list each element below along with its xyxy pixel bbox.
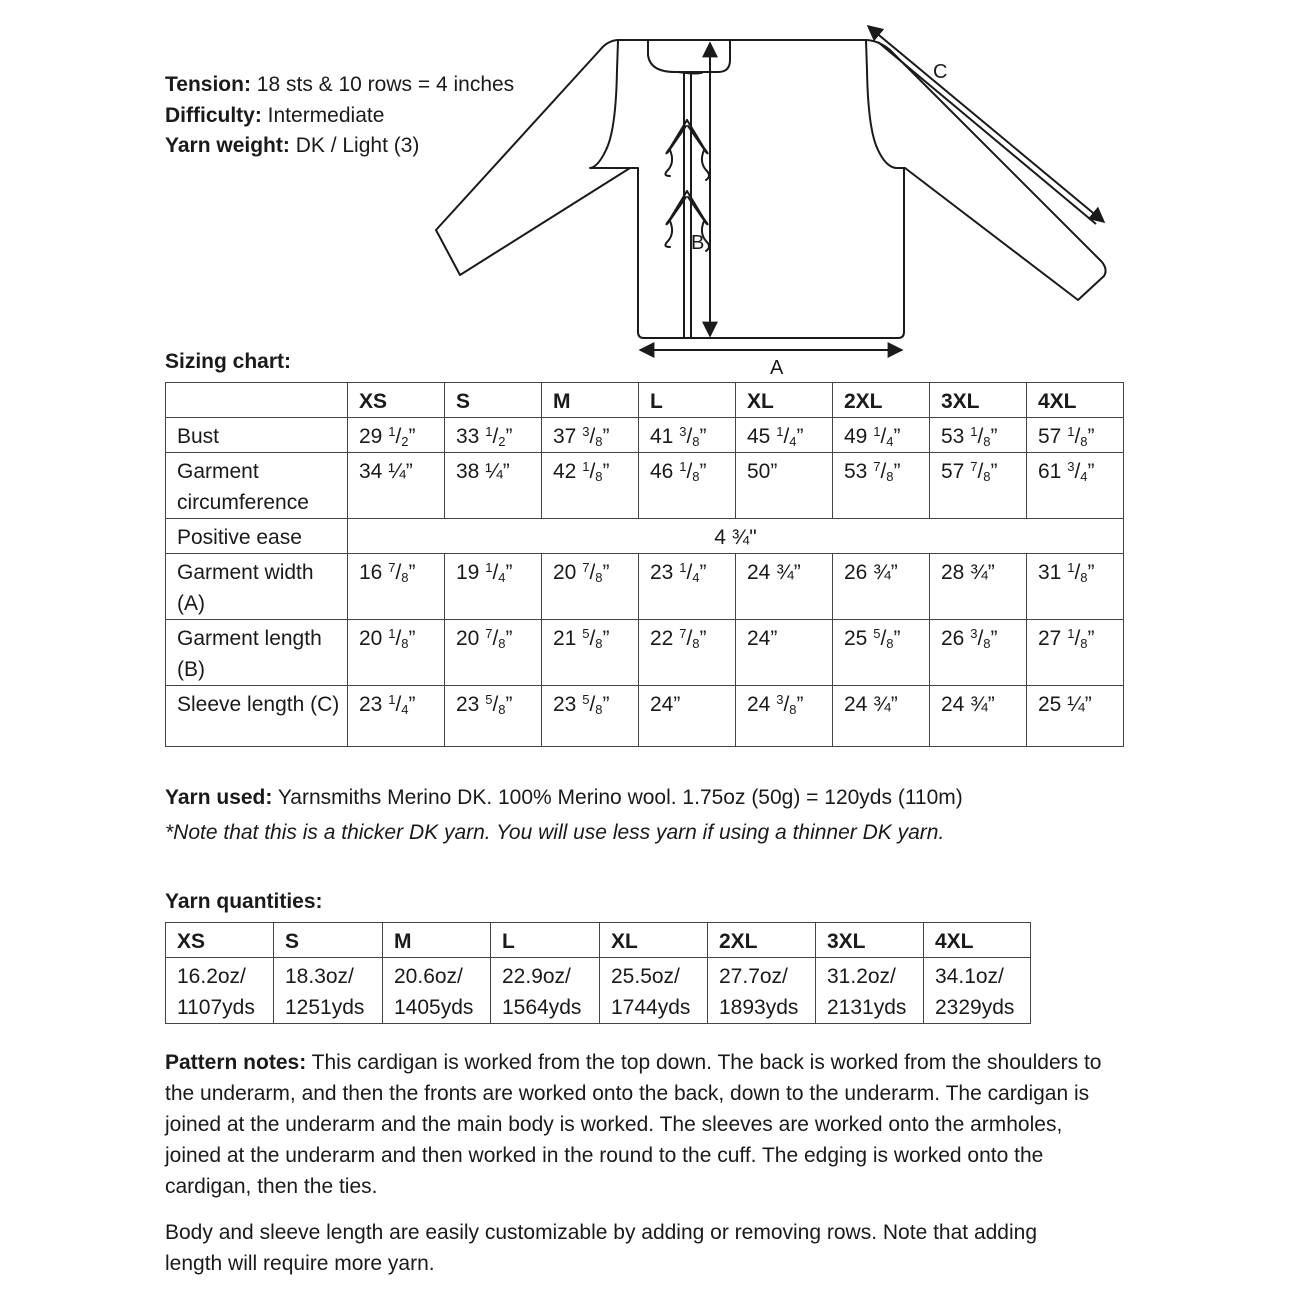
yarn-used-label: Yarn used: — [165, 786, 273, 809]
row-label: Garment width (A) — [166, 554, 348, 620]
measurement-cell: 53 $^7/_8$” — [833, 453, 930, 519]
size-header: XS — [166, 923, 274, 958]
measurement-cell: 25 ¼” — [1027, 686, 1124, 747]
table-row — [166, 453, 1124, 519]
measurement-cell: 46 $^1/_8$” — [639, 453, 736, 519]
size-header: 3XL — [930, 383, 1027, 418]
quantity-cell: 22.9oz/ 1564yds — [491, 958, 600, 1024]
measurement-cell: 21 $^5/_8$” — [542, 620, 639, 686]
measurement-cell: 42 $^1/_8$” — [542, 453, 639, 519]
customization-note: Body and sleeve length are easily customizable by adding or removing rows. Note that adding length will require more yarn. — [165, 1221, 1038, 1275]
cardigan-schematic — [430, 0, 1130, 380]
quantity-cell: 25.5oz/ 1744yds — [600, 958, 708, 1024]
quantity-cell: 27.7oz/ 1893yds — [708, 958, 816, 1024]
measurement-cell: 50” — [736, 453, 833, 519]
measurement-cell: 24 ¾” — [930, 686, 1027, 747]
sizing-header-row — [166, 383, 1124, 418]
measurement-cell: 28 ¾” — [930, 554, 1027, 620]
label-b: B — [691, 232, 705, 254]
size-header: 2XL — [708, 923, 816, 958]
pattern-notes-text: This cardigan is worked from the top down. The back is worked from the shoulders to the underarm, and then the fronts are worked onto the back, down to the underarm. The cardigan is joined at the underarm and the main body is worked. The sleeves are worked onto the armholes, joined at the underarm and then worked in the round to the cuff. The edging is worked onto the cardigan, then the ties. — [165, 1051, 1102, 1198]
yarn-used-line — [165, 782, 963, 813]
yarn-quantities-title: Yarn quantities: — [165, 890, 323, 913]
yarn-weight-label: Yarn weight: — [165, 134, 290, 157]
empty-header-cell — [166, 383, 348, 418]
difficulty-line — [165, 100, 384, 131]
difficulty-value: Intermediate — [261, 104, 385, 127]
label-a: A — [770, 357, 784, 379]
row-label: Garment circumference — [166, 453, 348, 519]
measurement-cell: 26 $^3/_8$” — [930, 620, 1027, 686]
cardigan-outline-icon — [430, 0, 1130, 380]
row-label: Positive ease — [166, 519, 348, 554]
size-header: L — [639, 383, 736, 418]
measurement-cell: 20 $^7/_8$” — [445, 620, 542, 686]
row-label: Bust — [166, 418, 348, 453]
measurement-cell: 23 $^1/_4$” — [639, 554, 736, 620]
pattern-notes-label: Pattern notes: — [165, 1051, 307, 1074]
measurement-cell: 25 $^5/_8$” — [833, 620, 930, 686]
label-c: C — [933, 61, 948, 83]
measurement-cell: 24” — [639, 686, 736, 747]
measurement-cell: 23 $^1/_4$” — [348, 686, 445, 747]
size-header: 4XL — [924, 923, 1031, 958]
measurement-cell: 37 $^3/_8$” — [542, 418, 639, 453]
size-header: XL — [600, 923, 708, 958]
tension-label: Tension: — [165, 73, 251, 96]
yarn-weight-line — [165, 130, 419, 161]
positive-ease-value: 4 ¾" — [348, 519, 1124, 554]
size-header: XS — [348, 383, 445, 418]
measurement-cell: 27 $^1/_8$” — [1027, 620, 1124, 686]
measurement-cell: 22 $^7/_8$” — [639, 620, 736, 686]
table-row — [166, 554, 1124, 620]
measurement-cell: 53 $^1/_8$” — [930, 418, 1027, 453]
sizing-chart-title: Sizing chart: — [165, 350, 292, 373]
pattern-notes — [165, 1047, 1115, 1202]
table-row — [166, 686, 1124, 747]
table-row — [166, 958, 1031, 1024]
table-row — [166, 620, 1124, 686]
size-header: 3XL — [816, 923, 924, 958]
row-label: Garment length (B) — [166, 620, 348, 686]
measurement-cell: 38 ¼” — [445, 453, 542, 519]
row-label: Sleeve length (C) — [166, 686, 348, 747]
quantity-cell: 20.6oz/ 1405yds — [383, 958, 491, 1024]
measurement-cell: 34 ¼” — [348, 453, 445, 519]
difficulty-label: Difficulty: — [165, 104, 262, 127]
size-header: M — [383, 923, 491, 958]
quantity-cell: 34.1oz/ 2329yds — [924, 958, 1031, 1024]
measurement-cell: 23 $^5/_8$” — [445, 686, 542, 747]
quantity-cell: 31.2oz/ 2131yds — [816, 958, 924, 1024]
measurement-cell: 20 $^1/_8$” — [348, 620, 445, 686]
size-header: 2XL — [833, 383, 930, 418]
measurement-cell: 31 $^1/_8$” — [1027, 554, 1124, 620]
measurement-cell: 61 $^3/_4$” — [1027, 453, 1124, 519]
yarn-header-row — [166, 923, 1031, 958]
size-header: 4XL — [1027, 383, 1124, 418]
table-row — [166, 519, 1124, 554]
measurement-cell: 20 $^7/_8$” — [542, 554, 639, 620]
measurement-cell: 24 ¾” — [736, 554, 833, 620]
measurement-cell: 57 $^1/_8$” — [1027, 418, 1124, 453]
size-header: S — [445, 383, 542, 418]
measurement-cell: 24 $^3/_8$” — [736, 686, 833, 747]
quantity-cell: 16.2oz/ 1107yds — [166, 958, 274, 1024]
measurement-cell: 23 $^5/_8$” — [542, 686, 639, 747]
tension-value: 18 sts & 10 rows = 4 inches — [250, 73, 515, 96]
size-header: L — [491, 923, 600, 958]
yarn-used-value: Yarnsmiths Merino DK. 100% Merino wool. 1.75oz (50g) = 120yds (110m) — [272, 786, 963, 809]
measurement-cell: 45 $^1/_4$” — [736, 418, 833, 453]
measurement-cell: 29 $^1/_2$” — [348, 418, 445, 453]
table-row — [166, 418, 1124, 453]
measurement-cell: 24” — [736, 620, 833, 686]
yarn-quantities-table — [165, 922, 1031, 1024]
size-header: XL — [736, 383, 833, 418]
measurement-cell: 19 $^1/_4$” — [445, 554, 542, 620]
measurement-cell: 41 $^3/_8$” — [639, 418, 736, 453]
quantity-cell: 18.3oz/ 1251yds — [274, 958, 383, 1024]
measurement-cell: 57 $^7/_8$” — [930, 453, 1027, 519]
measurement-cell: 16 $^7/_8$” — [348, 554, 445, 620]
measurement-cell: 24 ¾” — [833, 686, 930, 747]
yarn-weight-value: DK / Light (3) — [289, 134, 420, 157]
sizing-table — [165, 382, 1124, 747]
measurement-cell: 26 ¾” — [833, 554, 930, 620]
size-header: M — [542, 383, 639, 418]
measurement-cell: 49 $^1/_4$” — [833, 418, 930, 453]
yarn-thickness-note: *Note that this is a thicker DK yarn. You will use less yarn if using a thinner DK yarn. — [165, 821, 945, 844]
size-header: S — [274, 923, 383, 958]
measurement-cell: 33 $^1/_2$” — [445, 418, 542, 453]
